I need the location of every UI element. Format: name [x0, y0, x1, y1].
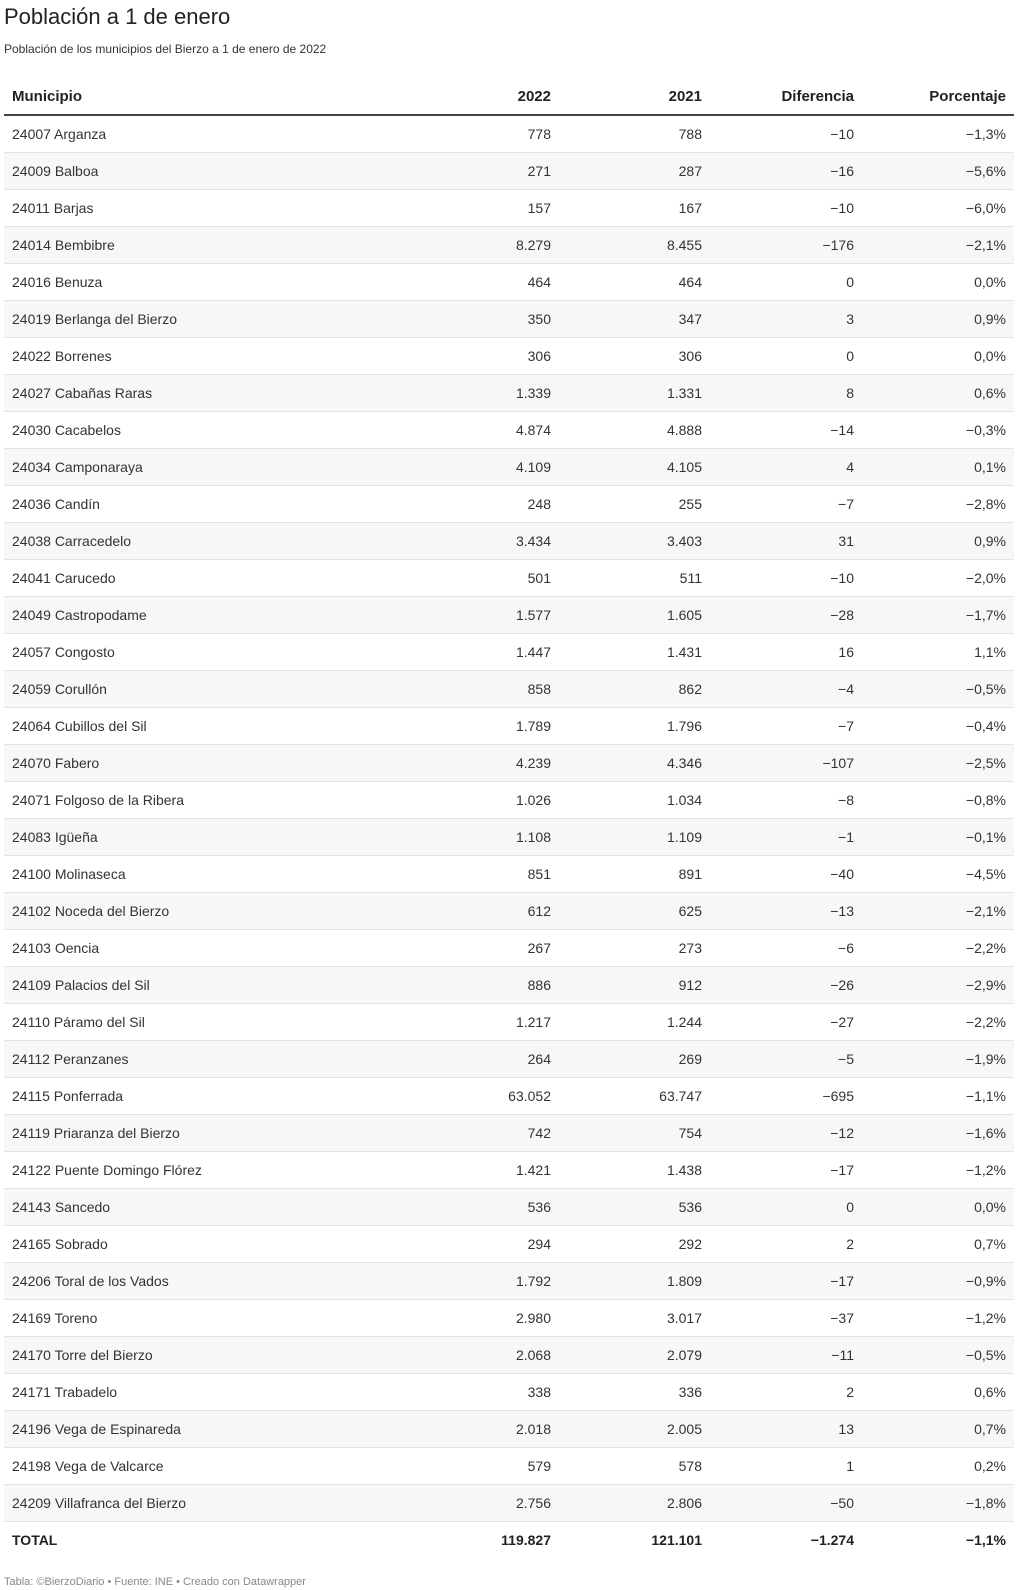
cell-2022: 4.109	[408, 449, 559, 486]
table-row	[4, 523, 1014, 560]
cell-municipio: 24109 Palacios del Sil	[4, 967, 408, 1004]
cell-porcentaje: 0,6%	[862, 375, 1014, 412]
cell-municipio: 24009 Balboa	[4, 153, 408, 190]
cell-2021: 4.346	[559, 745, 710, 782]
cell-porcentaje: 0,6%	[862, 1374, 1014, 1411]
cell-porcentaje: −0,3%	[862, 412, 1014, 449]
cell-porcentaje: 0,0%	[862, 1189, 1014, 1226]
total-2021: 121.101	[559, 1522, 710, 1559]
table-row	[4, 338, 1014, 375]
cell-municipio: 24115 Ponferrada	[4, 1078, 408, 1115]
cell-porcentaje: −0,5%	[862, 671, 1014, 708]
table-row	[4, 1263, 1014, 1300]
cell-2022: 742	[408, 1115, 559, 1152]
table-row	[4, 375, 1014, 412]
chart-footer: Tabla: ©BierzoDiario • Fuente: INE • Creado con Datawrapper	[4, 1576, 306, 1588]
column-header-2021[interactable]: 2021	[559, 78, 710, 115]
cell-porcentaje: −0,8%	[862, 782, 1014, 819]
cell-municipio: 24014 Bembibre	[4, 227, 408, 264]
cell-2021: 347	[559, 301, 710, 338]
cell-porcentaje: −1,3%	[862, 115, 1014, 153]
table-row	[4, 301, 1014, 338]
cell-2021: 8.455	[559, 227, 710, 264]
cell-2022: 4.874	[408, 412, 559, 449]
cell-2022: 1.792	[408, 1263, 559, 1300]
cell-2022: 350	[408, 301, 559, 338]
table-row	[4, 1411, 1014, 1448]
cell-2021: 1.809	[559, 1263, 710, 1300]
cell-diferencia: −26	[710, 967, 862, 1004]
cell-municipio: 24022 Borrenes	[4, 338, 408, 375]
cell-diferencia: 0	[710, 338, 862, 375]
table-row	[4, 1004, 1014, 1041]
cell-2022: 63.052	[408, 1078, 559, 1115]
table-row	[4, 782, 1014, 819]
cell-diferencia: −10	[710, 560, 862, 597]
cell-diferencia: 16	[710, 634, 862, 671]
cell-municipio: 24071 Folgoso de la Ribera	[4, 782, 408, 819]
cell-porcentaje: −2,9%	[862, 967, 1014, 1004]
table-row	[4, 671, 1014, 708]
cell-porcentaje: −5,6%	[862, 153, 1014, 190]
cell-2021: 3.017	[559, 1300, 710, 1337]
cell-porcentaje: 0,0%	[862, 338, 1014, 375]
cell-municipio: 24016 Benuza	[4, 264, 408, 301]
cell-2022: 157	[408, 190, 559, 227]
total-2022: 119.827	[408, 1522, 559, 1559]
cell-porcentaje: −1,1%	[862, 1078, 1014, 1115]
table-row	[4, 967, 1014, 1004]
cell-2022: 8.279	[408, 227, 559, 264]
cell-2022: 886	[408, 967, 559, 1004]
table-row	[4, 1078, 1014, 1115]
cell-municipio: 24110 Páramo del Sil	[4, 1004, 408, 1041]
cell-porcentaje: −2,0%	[862, 560, 1014, 597]
cell-2021: 1.605	[559, 597, 710, 634]
cell-2021: 1.796	[559, 708, 710, 745]
cell-2022: 778	[408, 115, 559, 153]
table-row	[4, 708, 1014, 745]
cell-porcentaje: 0,2%	[862, 1448, 1014, 1485]
cell-porcentaje: −0,5%	[862, 1337, 1014, 1374]
cell-diferencia: 31	[710, 523, 862, 560]
column-header-porcentaje[interactable]: Porcentaje	[862, 78, 1014, 115]
cell-diferencia: −1	[710, 819, 862, 856]
cell-2021: 1.034	[559, 782, 710, 819]
table-row	[4, 153, 1014, 190]
cell-municipio: 24100 Molinaseca	[4, 856, 408, 893]
cell-diferencia: −13	[710, 893, 862, 930]
table-row	[4, 190, 1014, 227]
table-row	[4, 1189, 1014, 1226]
cell-porcentaje: 0,9%	[862, 301, 1014, 338]
cell-diferencia: −28	[710, 597, 862, 634]
cell-diferencia: 1	[710, 1448, 862, 1485]
cell-porcentaje: −2,1%	[862, 227, 1014, 264]
cell-porcentaje: 0,7%	[862, 1411, 1014, 1448]
cell-2021: 273	[559, 930, 710, 967]
cell-2022: 1.421	[408, 1152, 559, 1189]
cell-municipio: 24038 Carracedelo	[4, 523, 408, 560]
cell-diferencia: −695	[710, 1078, 862, 1115]
cell-diferencia: 2	[710, 1374, 862, 1411]
cell-municipio: 24027 Cabañas Raras	[4, 375, 408, 412]
cell-diferencia: −4	[710, 671, 862, 708]
cell-diferencia: 4	[710, 449, 862, 486]
cell-diferencia: −12	[710, 1115, 862, 1152]
cell-municipio: 24196 Vega de Espinareda	[4, 1411, 408, 1448]
cell-porcentaje: −1,7%	[862, 597, 1014, 634]
cell-municipio: 24083 Igüeña	[4, 819, 408, 856]
cell-2022: 464	[408, 264, 559, 301]
cell-diferencia: −14	[710, 412, 862, 449]
cell-porcentaje: −0,9%	[862, 1263, 1014, 1300]
table-row	[4, 1300, 1014, 1337]
cell-2022: 294	[408, 1226, 559, 1263]
cell-2021: 287	[559, 153, 710, 190]
cell-2022: 267	[408, 930, 559, 967]
cell-2021: 578	[559, 1448, 710, 1485]
cell-2022: 248	[408, 486, 559, 523]
cell-municipio: 24119 Priaranza del Bierzo	[4, 1115, 408, 1152]
table-row	[4, 856, 1014, 893]
cell-diferencia: −10	[710, 190, 862, 227]
cell-2021: 292	[559, 1226, 710, 1263]
table-row	[4, 560, 1014, 597]
population-table	[4, 78, 1014, 1558]
cell-municipio: 24122 Puente Domingo Flórez	[4, 1152, 408, 1189]
cell-municipio: 24169 Toreno	[4, 1300, 408, 1337]
cell-municipio: 24103 Oencia	[4, 930, 408, 967]
cell-diferencia: −107	[710, 745, 862, 782]
table-row	[4, 1448, 1014, 1485]
cell-2022: 2.756	[408, 1485, 559, 1522]
cell-diferencia: −7	[710, 486, 862, 523]
cell-porcentaje: −1,2%	[862, 1152, 1014, 1189]
cell-municipio: 24011 Barjas	[4, 190, 408, 227]
cell-2021: 1.331	[559, 375, 710, 412]
column-header-municipio[interactable]: Municipio	[4, 78, 408, 115]
cell-diferencia: 3	[710, 301, 862, 338]
cell-2022: 612	[408, 893, 559, 930]
cell-porcentaje: 0,0%	[862, 264, 1014, 301]
cell-2022: 271	[408, 153, 559, 190]
cell-porcentaje: −4,5%	[862, 856, 1014, 893]
cell-municipio: 24007 Arganza	[4, 115, 408, 153]
cell-2021: 1.431	[559, 634, 710, 671]
column-header-diferencia[interactable]: Diferencia	[710, 78, 862, 115]
cell-2021: 464	[559, 264, 710, 301]
cell-2021: 1.244	[559, 1004, 710, 1041]
cell-2021: 754	[559, 1115, 710, 1152]
table-row	[4, 745, 1014, 782]
cell-porcentaje: −6,0%	[862, 190, 1014, 227]
cell-2021: 306	[559, 338, 710, 375]
table-row	[4, 819, 1014, 856]
cell-2022: 1.447	[408, 634, 559, 671]
cell-2021: 1.109	[559, 819, 710, 856]
cell-2021: 255	[559, 486, 710, 523]
cell-2021: 4.105	[559, 449, 710, 486]
cell-diferencia: −10	[710, 115, 862, 153]
cell-porcentaje: 0,7%	[862, 1226, 1014, 1263]
cell-2021: 788	[559, 115, 710, 153]
cell-porcentaje: −2,5%	[862, 745, 1014, 782]
cell-diferencia: −37	[710, 1300, 862, 1337]
cell-2021: 2.079	[559, 1337, 710, 1374]
cell-porcentaje: −1,6%	[862, 1115, 1014, 1152]
cell-diferencia: −17	[710, 1152, 862, 1189]
cell-porcentaje: 0,9%	[862, 523, 1014, 560]
cell-municipio: 24057 Congosto	[4, 634, 408, 671]
cell-municipio: 24041 Carucedo	[4, 560, 408, 597]
cell-2022: 306	[408, 338, 559, 375]
cell-municipio: 24171 Trabadelo	[4, 1374, 408, 1411]
table-row	[4, 597, 1014, 634]
cell-2021: 167	[559, 190, 710, 227]
cell-2022: 501	[408, 560, 559, 597]
cell-2022: 851	[408, 856, 559, 893]
cell-2022: 2.980	[408, 1300, 559, 1337]
table-row	[4, 449, 1014, 486]
cell-diferencia: 0	[710, 264, 862, 301]
cell-municipio: 24165 Sobrado	[4, 1226, 408, 1263]
cell-porcentaje: −0,1%	[862, 819, 1014, 856]
cell-2021: 511	[559, 560, 710, 597]
table-row	[4, 1337, 1014, 1374]
cell-2022: 2.018	[408, 1411, 559, 1448]
cell-municipio: 24112 Peranzanes	[4, 1041, 408, 1078]
cell-2022: 1.108	[408, 819, 559, 856]
cell-porcentaje: −2,2%	[862, 930, 1014, 967]
cell-2021: 1.438	[559, 1152, 710, 1189]
cell-2022: 1.789	[408, 708, 559, 745]
column-header-2022[interactable]: 2022	[408, 78, 559, 115]
total-label: TOTAL	[4, 1522, 408, 1559]
cell-diferencia: 0	[710, 1189, 862, 1226]
cell-municipio: 24036 Candín	[4, 486, 408, 523]
cell-2022: 579	[408, 1448, 559, 1485]
cell-diferencia: 2	[710, 1226, 862, 1263]
cell-porcentaje: −1,8%	[862, 1485, 1014, 1522]
cell-municipio: 24102 Noceda del Bierzo	[4, 893, 408, 930]
cell-diferencia: 13	[710, 1411, 862, 1448]
cell-diferencia: −16	[710, 153, 862, 190]
cell-porcentaje: −1,2%	[862, 1300, 1014, 1337]
cell-municipio: 24059 Corullón	[4, 671, 408, 708]
table-row	[4, 264, 1014, 301]
cell-diferencia: −7	[710, 708, 862, 745]
cell-2022: 1.217	[408, 1004, 559, 1041]
cell-municipio: 24170 Torre del Bierzo	[4, 1337, 408, 1374]
cell-2021: 269	[559, 1041, 710, 1078]
cell-diferencia: −6	[710, 930, 862, 967]
table-row	[4, 1041, 1014, 1078]
table-total-row	[4, 1522, 1014, 1559]
cell-municipio: 24070 Fabero	[4, 745, 408, 782]
cell-2021: 4.888	[559, 412, 710, 449]
cell-diferencia: −50	[710, 1485, 862, 1522]
cell-porcentaje: −0,4%	[862, 708, 1014, 745]
table-row	[4, 486, 1014, 523]
cell-municipio: 24198 Vega de Valcarce	[4, 1448, 408, 1485]
cell-municipio: 24034 Camponaraya	[4, 449, 408, 486]
cell-porcentaje: 1,1%	[862, 634, 1014, 671]
cell-2022: 4.239	[408, 745, 559, 782]
cell-municipio: 24206 Toral de los Vados	[4, 1263, 408, 1300]
table-row	[4, 930, 1014, 967]
cell-2021: 3.403	[559, 523, 710, 560]
table-row	[4, 1115, 1014, 1152]
cell-municipio: 24064 Cubillos del Sil	[4, 708, 408, 745]
cell-2021: 2.806	[559, 1485, 710, 1522]
table-row	[4, 1374, 1014, 1411]
cell-diferencia: −176	[710, 227, 862, 264]
cell-2022: 1.026	[408, 782, 559, 819]
cell-2022: 338	[408, 1374, 559, 1411]
table-row	[4, 412, 1014, 449]
cell-municipio: 24030 Cacabelos	[4, 412, 408, 449]
cell-porcentaje: −2,2%	[862, 1004, 1014, 1041]
total-diferencia: −1.274	[710, 1522, 862, 1559]
table-row	[4, 1152, 1014, 1189]
table-header-row	[4, 78, 1014, 115]
cell-municipio: 24049 Castropodame	[4, 597, 408, 634]
table-row	[4, 634, 1014, 671]
cell-2022: 1.339	[408, 375, 559, 412]
table-row	[4, 115, 1014, 153]
cell-diferencia: −40	[710, 856, 862, 893]
cell-2021: 625	[559, 893, 710, 930]
chart-title: Población a 1 de enero	[4, 4, 231, 29]
cell-2021: 891	[559, 856, 710, 893]
table-row	[4, 1226, 1014, 1263]
cell-diferencia: −17	[710, 1263, 862, 1300]
cell-2022: 264	[408, 1041, 559, 1078]
cell-2022: 2.068	[408, 1337, 559, 1374]
cell-diferencia: −11	[710, 1337, 862, 1374]
cell-2022: 1.577	[408, 597, 559, 634]
table-row	[4, 227, 1014, 264]
table-row	[4, 1485, 1014, 1522]
cell-2022: 3.434	[408, 523, 559, 560]
cell-2022: 858	[408, 671, 559, 708]
cell-porcentaje: −1,9%	[862, 1041, 1014, 1078]
cell-2021: 912	[559, 967, 710, 1004]
cell-municipio: 24143 Sancedo	[4, 1189, 408, 1226]
cell-municipio: 24019 Berlanga del Bierzo	[4, 301, 408, 338]
cell-2021: 536	[559, 1189, 710, 1226]
total-porcentaje: −1,1%	[862, 1522, 1014, 1559]
cell-2021: 336	[559, 1374, 710, 1411]
cell-diferencia: −8	[710, 782, 862, 819]
cell-diferencia: −5	[710, 1041, 862, 1078]
cell-diferencia: −27	[710, 1004, 862, 1041]
cell-2021: 2.005	[559, 1411, 710, 1448]
cell-2022: 536	[408, 1189, 559, 1226]
chart-subtitle: Población de los municipios del Bierzo a 1 de enero de 2022	[4, 42, 327, 56]
cell-porcentaje: 0,1%	[862, 449, 1014, 486]
cell-porcentaje: −2,8%	[862, 486, 1014, 523]
cell-2021: 63.747	[559, 1078, 710, 1115]
cell-porcentaje: −2,1%	[862, 893, 1014, 930]
cell-2021: 862	[559, 671, 710, 708]
cell-municipio: 24209 Villafranca del Bierzo	[4, 1485, 408, 1522]
table-body	[4, 115, 1014, 1522]
cell-diferencia: 8	[710, 375, 862, 412]
table-row	[4, 893, 1014, 930]
